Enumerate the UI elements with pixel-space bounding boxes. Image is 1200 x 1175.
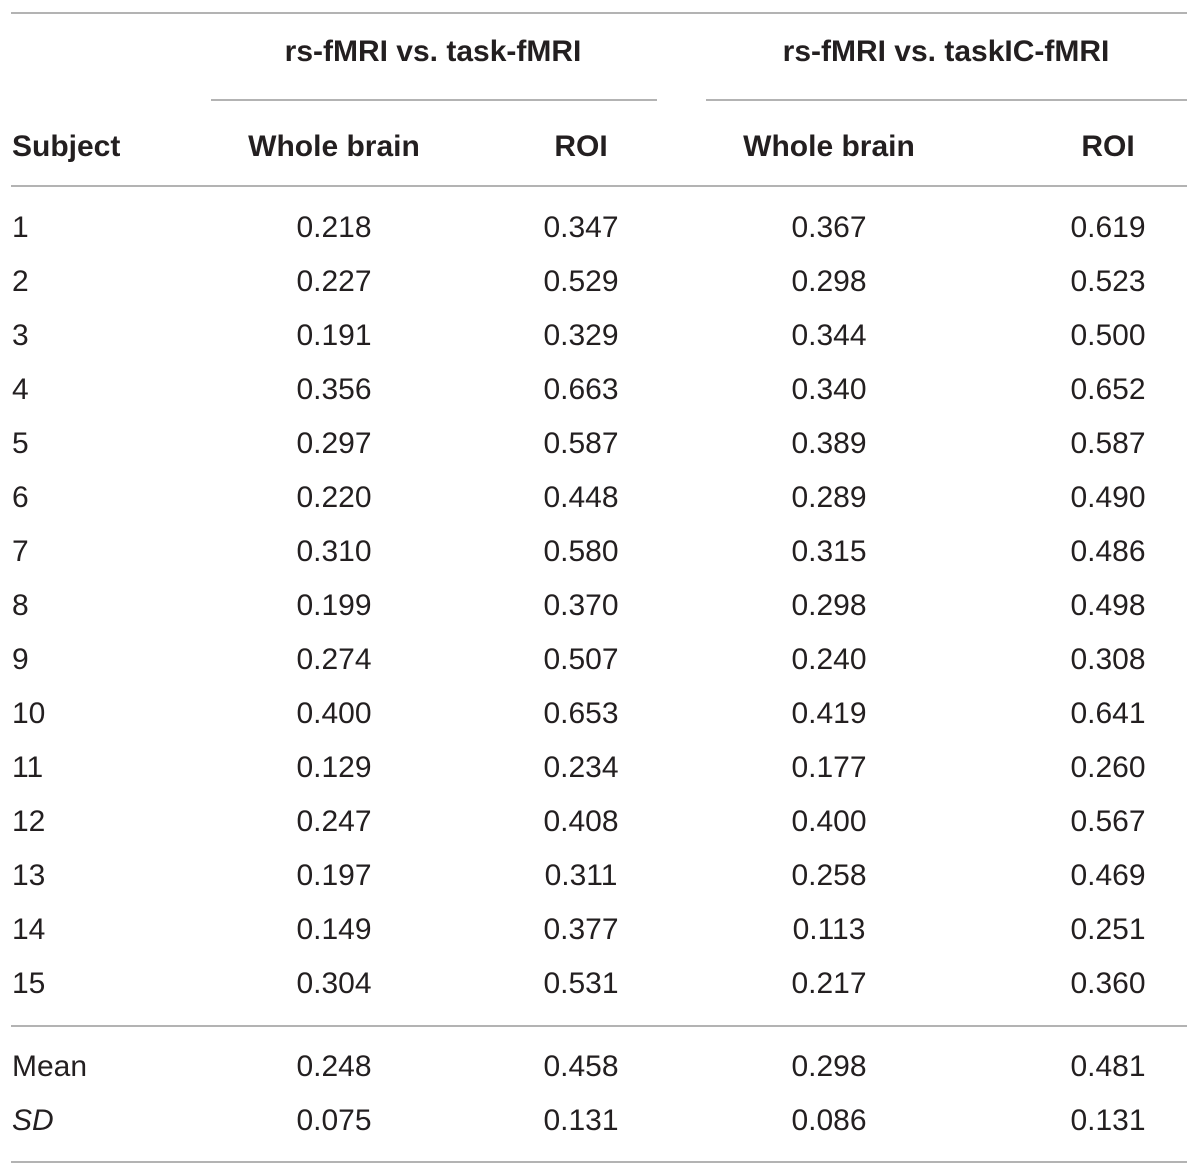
table-row-4-whole-brain-taskic: 0.340: [791, 373, 867, 406]
table-row-1-roi-task: 0.347: [543, 211, 619, 244]
table-row-8-whole-brain-taskic: 0.298: [791, 589, 867, 622]
table-row-1-whole-brain-task: 0.218: [296, 211, 372, 244]
summary-rule: [11, 1025, 1187, 1027]
table-row-15-whole-brain-task: 0.304: [296, 967, 372, 1000]
table-row-6-whole-brain-task: 0.220: [296, 481, 372, 514]
table-row-15-roi-task: 0.531: [543, 967, 619, 1000]
table-row-12-roi-taskic: 0.567: [1070, 805, 1146, 838]
table-row-6-roi-taskic: 0.490: [1070, 481, 1146, 514]
group-header-taskic-fmri: rs-fMRI vs. taskIC-fMRI: [782, 35, 1110, 68]
table-row-7-roi-taskic: 0.486: [1070, 535, 1146, 568]
table-row-5-roi-task: 0.587: [543, 427, 619, 460]
table-row-4-roi-taskic: 0.652: [1070, 373, 1146, 406]
table-row-5-whole-brain-task: 0.297: [296, 427, 372, 460]
table-row-13-roi-taskic: 0.469: [1070, 859, 1146, 892]
column-header-whole-brain-taskic: Whole brain: [743, 130, 915, 163]
group-header-task-fmri: rs-fMRI vs. task-fMRI: [284, 35, 582, 68]
table-row-9-whole-brain-taskic: 0.240: [791, 643, 867, 676]
table-row-8-roi-taskic: 0.498: [1070, 589, 1146, 622]
table-row-10-roi-task: 0.653: [543, 697, 619, 730]
table-row-15-roi-taskic: 0.360: [1070, 967, 1146, 1000]
table-row-1-roi-taskic: 0.619: [1070, 211, 1146, 244]
table-row-3-roi-taskic: 0.500: [1070, 319, 1146, 352]
column-header-subject: Subject: [12, 130, 121, 163]
table-row-10-subject: 10: [12, 697, 46, 730]
table-row-3-whole-brain-taskic: 0.344: [791, 319, 867, 352]
table-row-8-subject: 8: [12, 589, 29, 622]
table-row-7-whole-brain-taskic: 0.315: [791, 535, 867, 568]
table-row-3-roi-task: 0.329: [543, 319, 619, 352]
table-row-13-whole-brain-taskic: 0.258: [791, 859, 867, 892]
summary-row-2-whole-brain-task: 0.075: [296, 1104, 372, 1137]
table-row-14-roi-task: 0.377: [543, 913, 619, 946]
summary-row-1-whole-brain-task: 0.248: [296, 1050, 372, 1083]
table-row-2-roi-taskic: 0.523: [1070, 265, 1146, 298]
table-row-2-roi-task: 0.529: [543, 265, 619, 298]
table-row-15-whole-brain-taskic: 0.217: [791, 967, 867, 1000]
table-bottom-rule: [11, 1161, 1187, 1163]
table-row-6-subject: 6: [12, 481, 29, 514]
summary-row-2-roi-taskic: 0.131: [1070, 1104, 1146, 1137]
table-row-9-roi-task: 0.507: [543, 643, 619, 676]
table-row-8-roi-task: 0.370: [543, 589, 619, 622]
table-row-12-roi-task: 0.408: [543, 805, 619, 838]
group-rule-task-fmri: [211, 99, 657, 101]
table-row-1-whole-brain-taskic: 0.367: [791, 211, 867, 244]
table-row-6-roi-task: 0.448: [543, 481, 619, 514]
table-row-9-whole-brain-task: 0.274: [296, 643, 372, 676]
table-row-12-subject: 12: [12, 805, 46, 838]
table-row-9-subject: 9: [12, 643, 29, 676]
table-row-7-subject: 7: [12, 535, 29, 568]
table-row-14-subject: 14: [12, 913, 46, 946]
header-rule: [11, 185, 1187, 187]
summary-row-2-whole-brain-taskic: 0.086: [791, 1104, 867, 1137]
column-header-roi-task: ROI: [554, 130, 608, 163]
table-row-12-whole-brain-taskic: 0.400: [791, 805, 867, 838]
table-row-14-whole-brain-task: 0.149: [296, 913, 372, 946]
table-row-11-whole-brain-taskic: 0.177: [791, 751, 867, 784]
table-row-7-roi-task: 0.580: [543, 535, 619, 568]
table-row-11-roi-taskic: 0.260: [1070, 751, 1146, 784]
summary-row-2-roi-task: 0.131: [543, 1104, 619, 1137]
table-row-4-whole-brain-task: 0.356: [296, 373, 372, 406]
group-rule-taskic-fmri: [706, 99, 1187, 101]
table-row-2-whole-brain-task: 0.227: [296, 265, 372, 298]
summary-row-1-roi-taskic: 0.481: [1070, 1050, 1146, 1083]
summary-row-1-whole-brain-taskic: 0.298: [791, 1050, 867, 1083]
table-row-2-whole-brain-taskic: 0.298: [791, 265, 867, 298]
table-row-4-subject: 4: [12, 373, 29, 406]
table-row-2-subject: 2: [12, 265, 29, 298]
table-row-11-roi-task: 0.234: [543, 751, 619, 784]
table-row-10-whole-brain-taskic: 0.419: [791, 697, 867, 730]
table-row-14-whole-brain-taskic: 0.113: [792, 913, 866, 946]
table-row-10-whole-brain-task: 0.400: [296, 697, 372, 730]
table-row-5-roi-taskic: 0.587: [1070, 427, 1146, 460]
table-row-13-whole-brain-task: 0.197: [296, 859, 372, 892]
table-row-1-subject: 1: [12, 211, 29, 244]
table-row-4-roi-task: 0.663: [543, 373, 619, 406]
table-row-10-roi-taskic: 0.641: [1070, 697, 1146, 730]
table-row-3-subject: 3: [12, 319, 29, 352]
table-row-7-whole-brain-task: 0.310: [296, 535, 372, 568]
table-row-12-whole-brain-task: 0.247: [296, 805, 372, 838]
table-row-13-subject: 13: [12, 859, 46, 892]
table-row-11-whole-brain-task: 0.129: [296, 751, 372, 784]
table-row-14-roi-taskic: 0.251: [1070, 913, 1146, 946]
table-row-13-roi-task: 0.311: [544, 859, 618, 892]
table-top-rule: [11, 12, 1187, 14]
table-row-8-whole-brain-task: 0.199: [296, 589, 372, 622]
table-row-3-whole-brain-task: 0.191: [296, 319, 372, 352]
table-row-11-subject: 11: [12, 751, 44, 784]
table-row-15-subject: 15: [12, 967, 46, 1000]
summary-row-1-subject: Mean: [12, 1050, 88, 1083]
table-row-5-whole-brain-taskic: 0.389: [791, 427, 867, 460]
summary-row-2-subject: SD: [12, 1104, 54, 1137]
table-row-6-whole-brain-taskic: 0.289: [791, 481, 867, 514]
column-header-roi-taskic: ROI: [1081, 130, 1135, 163]
summary-row-1-roi-task: 0.458: [543, 1050, 619, 1083]
table-row-9-roi-taskic: 0.308: [1070, 643, 1146, 676]
column-header-whole-brain-task: Whole brain: [248, 130, 420, 163]
table-row-5-subject: 5: [12, 427, 29, 460]
